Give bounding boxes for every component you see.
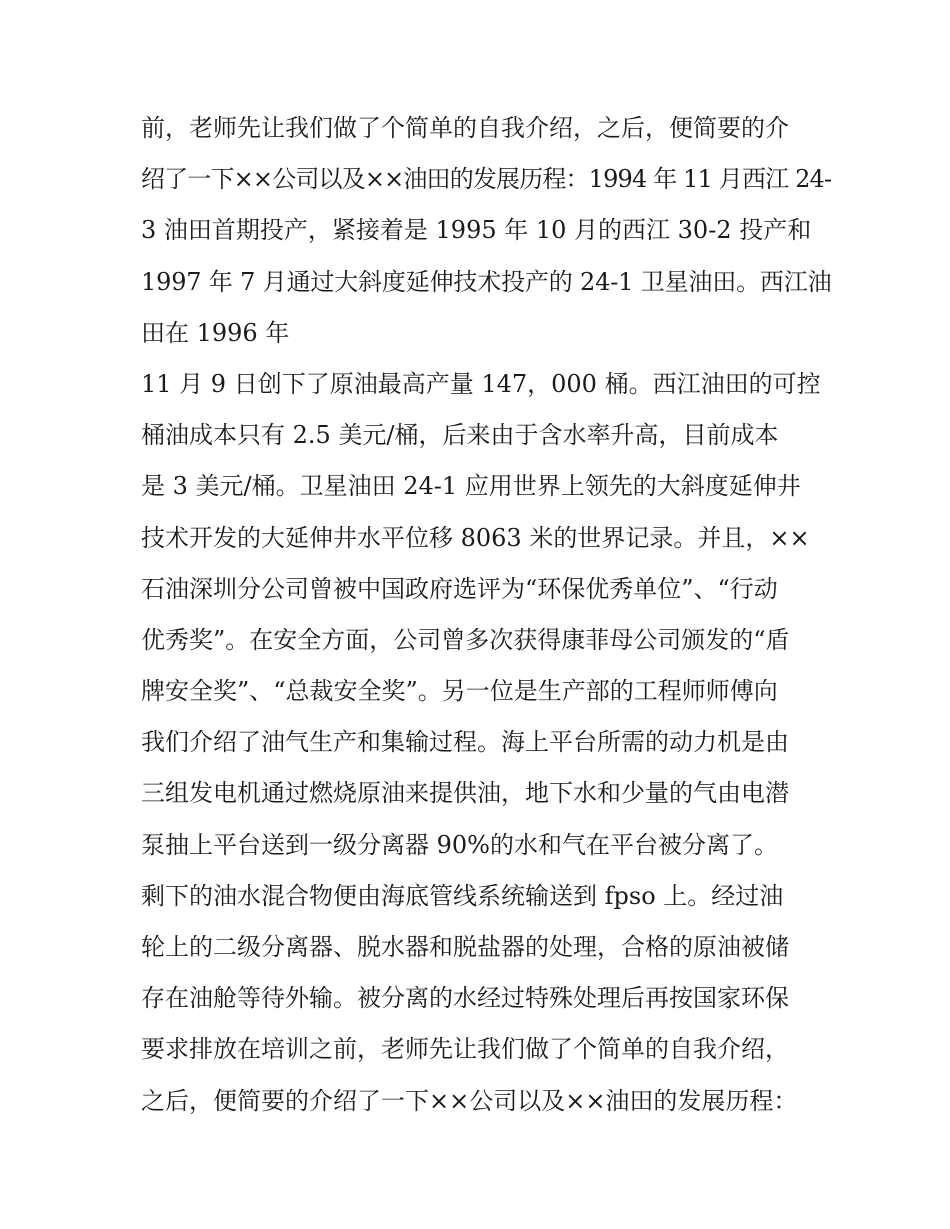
text-line: 剩下的油水混合物便由海底管线系统输送到 fpso 上。经过油 (141, 881, 784, 910)
text-line: 是 3 美元/桶。卫星油田 24-1 应用世界上领先的大斜度延伸井 (141, 472, 801, 501)
text-line: 要求排放在培训之前，老师先让我们做了个简单的自我介绍， (141, 1035, 789, 1064)
text-line: 牌安全奖”、“总裁安全奖”。另一位是生产部的工程师师傅向 (141, 677, 778, 706)
text-line: 1997 年 7 月通过大斜度延伸技术投产的 24-1 卫星油田。西江油 (141, 267, 832, 296)
text-line: 三组发电机通过燃烧原油来提供油，地下水和少量的气由电潜 (141, 779, 789, 808)
text-line: 存在油舱等待外输。被分离的水经过特殊处理后再按国家环保 (141, 984, 789, 1013)
text-line: 绍了一下××公司以及××油田的发展历程：1994 年 11 月西江 24- (141, 165, 832, 194)
text-line: 泵抽上平台送到一级分离器 90%的水和气在平台被分离了。 (141, 830, 778, 859)
text-line: 我们介绍了油气生产和集输过程。海上平台所需的动力机是由 (141, 728, 789, 757)
text-line: 11 月 9 日创下了原油最高产量 147，000 桶。西江油田的可控 (141, 369, 821, 398)
text-line: 3 油田首期投产，紧接着是 1995 年 10 月的西江 30-2 投产和 (141, 216, 812, 245)
text-line: 优秀奖”。在安全方面，公司曾多次获得康菲母公司颁发的“盾 (141, 625, 790, 654)
body-text (141, 103, 832, 1127)
text-line: 轮上的二级分离器、脱水器和脱盐器的处理，合格的原油被储 (141, 933, 789, 961)
text-line: 桶油成本只有 2.5 美元/桶，后来由于含水率升高，目前成本 (141, 421, 779, 450)
text-line: 前，老师先让我们做了个简单的自我介绍，之后，便简要的介 (141, 114, 789, 142)
text-line: 田在 1996 年 (141, 318, 290, 347)
text-line: 之后，便简要的介绍了一下××公司以及××油田的发展历程： (141, 1086, 798, 1115)
text-line: 技术开发的大延伸井水平位移 8063 米的世界记录。并且，×× (141, 523, 810, 552)
text-line: 石油深圳分公司曾被中国政府选评为“环保优秀单位”、“行动 (141, 574, 778, 603)
